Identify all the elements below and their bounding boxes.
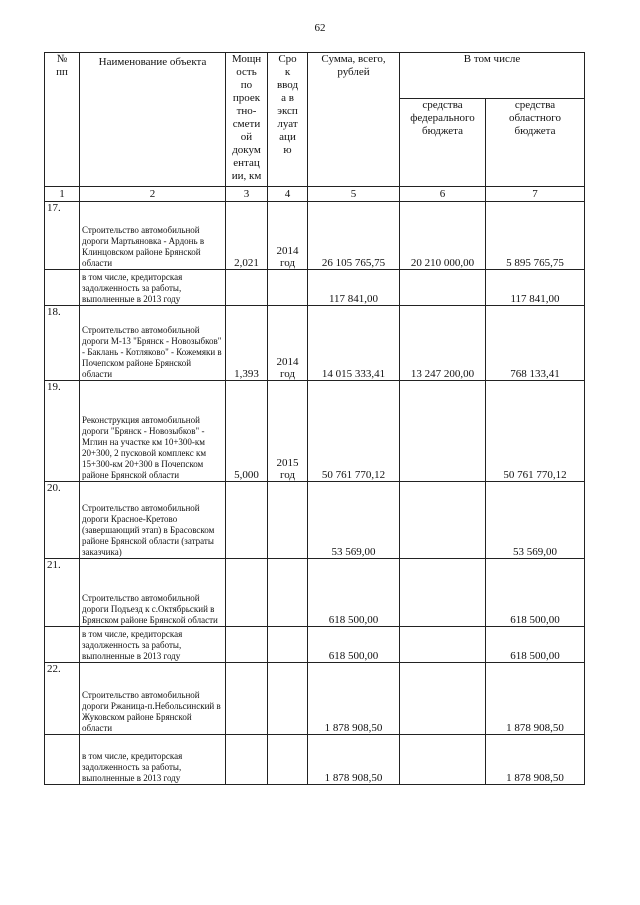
total-value: 26 105 765,75: [308, 202, 400, 270]
table-row: [45, 663, 585, 735]
object-name: Строительство автомобильной дороги Подъезд к с.Октябрьский в Брянском районе Брянской области: [80, 559, 226, 627]
federal-value: [400, 735, 486, 785]
term-value: [268, 735, 308, 785]
header-including-text: В том числе: [463, 53, 521, 65]
total-value: 618 500,00: [308, 627, 400, 663]
term-value: [268, 482, 308, 559]
row-number: [45, 270, 80, 306]
capacity-value: [226, 482, 268, 559]
header-term: [268, 53, 308, 187]
term-value: 2015 год: [268, 381, 308, 482]
object-name: Строительство автомобильной дороги Ржаница-п.Небольсинский в Жуковском районе Брянской области: [80, 663, 226, 735]
object-name: в том числе, кредиторская задолженность за работы, выполненные в 2013 году: [80, 270, 226, 306]
term-value: [268, 663, 308, 735]
header-regional: [486, 99, 585, 187]
federal-value: [400, 663, 486, 735]
header-term-text: Сро к ввод а в эксп луат аци ю: [276, 53, 299, 156]
capacity-value: [226, 735, 268, 785]
federal-value: 20 210 000,00: [400, 202, 486, 270]
object-name: Строительство автомобильной дороги Мартьяновка - Ардонь в Клинцовском районе Брянской области: [80, 202, 226, 270]
total-value: 1 878 908,50: [308, 663, 400, 735]
regional-value: 618 500,00: [486, 559, 585, 627]
regional-value: 5 895 765,75: [486, 202, 585, 270]
header-no-text: № пп: [56, 53, 68, 78]
table-row: [45, 627, 585, 663]
capacity-value: 1,393: [226, 306, 268, 381]
column-number: 1: [45, 187, 80, 202]
page-number: 62: [314, 22, 326, 34]
row-number: 20.: [45, 482, 80, 559]
header-including: [400, 53, 585, 99]
table-row: [45, 306, 585, 381]
object-name: Строительство автомобильной дороги М-13 "Брянск - Новозыбков" - Баклань - Котляково" - Кожемяки в Почепском районе Брянской области: [80, 306, 226, 381]
total-value: 618 500,00: [308, 559, 400, 627]
table-row: [45, 482, 585, 559]
total-value: 1 878 908,50: [308, 735, 400, 785]
row-number: 22.: [45, 663, 80, 735]
header-name-text: Наименование объекта: [98, 56, 207, 68]
federal-value: [400, 559, 486, 627]
capacity-value: [226, 663, 268, 735]
federal-value: [400, 381, 486, 482]
total-value: 14 015 333,41: [308, 306, 400, 381]
total-value: 117 841,00: [308, 270, 400, 306]
regional-value: 768 133,41: [486, 306, 585, 381]
header-total-text: Сумма, всего, рублей: [321, 53, 386, 78]
column-number: 2: [80, 187, 226, 202]
term-value: [268, 270, 308, 306]
row-number: 17.: [45, 202, 80, 270]
column-number: 3: [226, 187, 268, 202]
term-value: [268, 559, 308, 627]
object-name: Строительство автомобильной дороги Красное-Кретово (завершающий этап) в Брасовском районе Брянской области (затраты заказчика): [80, 482, 226, 559]
column-number: 7: [486, 187, 585, 202]
table-row: [45, 202, 585, 270]
capacity-value: 2,021: [226, 202, 268, 270]
regional-value: 1 878 908,50: [486, 735, 585, 785]
term-value: 2014 год: [268, 306, 308, 381]
row-number: 21.: [45, 559, 80, 627]
row-number: 19.: [45, 381, 80, 482]
federal-value: 13 247 200,00: [400, 306, 486, 381]
regional-value: 117 841,00: [486, 270, 585, 306]
column-number-row: [45, 187, 585, 202]
object-name: Реконструкция автомобильной дороги "Брянск - Новозыбков" - Мглин на участке км 10+300-км 20+300, 2 пусковой комплекс км 15+300-км 20+300 в Почепском районе Брянской области: [80, 381, 226, 482]
header-federal: [400, 99, 486, 187]
table-row: [45, 381, 585, 482]
capacity-value: [226, 559, 268, 627]
capacity-value: 5,000: [226, 381, 268, 482]
row-number: 18.: [45, 306, 80, 381]
regional-value: 53 569,00: [486, 482, 585, 559]
table-row: [45, 270, 585, 306]
total-value: 53 569,00: [308, 482, 400, 559]
capacity-value: [226, 627, 268, 663]
budget-table: [44, 52, 585, 785]
object-name: в том числе, кредиторская задолженность за работы, выполненные в 2013 году: [80, 627, 226, 663]
regional-value: 618 500,00: [486, 627, 585, 663]
column-number: 6: [400, 187, 486, 202]
header-federal-text: средства федерального бюджета: [410, 99, 475, 137]
regional-value: 1 878 908,50: [486, 663, 585, 735]
header-no: [45, 53, 80, 187]
federal-value: [400, 482, 486, 559]
term-value: [268, 627, 308, 663]
federal-value: [400, 627, 486, 663]
column-number: 4: [268, 187, 308, 202]
row-number: [45, 627, 80, 663]
header-capacity: [226, 53, 268, 187]
total-value: 50 761 770,12: [308, 381, 400, 482]
term-value: 2014 год: [268, 202, 308, 270]
row-number: [45, 735, 80, 785]
object-name: в том числе, кредиторская задолженность за работы, выполненные в 2013 году: [80, 735, 226, 785]
header-total: [308, 53, 400, 187]
table-row: [45, 559, 585, 627]
header-name: [80, 53, 226, 187]
table-row: [45, 735, 585, 785]
regional-value: 50 761 770,12: [486, 381, 585, 482]
header-capacity-text: Мощн ость по проек тно- смети ой докум ентац ии, км: [231, 53, 262, 182]
header-regional-text: средства областного бюджета: [508, 99, 561, 137]
federal-value: [400, 270, 486, 306]
capacity-value: [226, 270, 268, 306]
column-number: 5: [308, 187, 400, 202]
